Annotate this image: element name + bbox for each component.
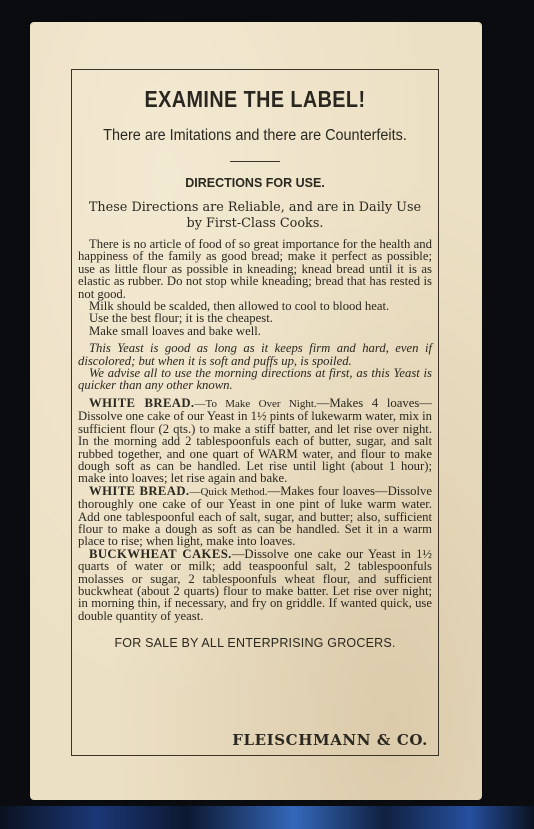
card-title: EXAMINE THE LABEL! <box>144 86 366 112</box>
directions-body <box>78 238 432 622</box>
intro-paragraph: There is no article of food of so great importance for the health and happiness of the family as good bread; make it perfect as possible; use as little flour as possible in kneading; knead bread until it is as elastic as rubber. Do not stop while kneading; bread that has rested is not good. <box>78 237 432 301</box>
yeast-directions-card <box>30 22 482 800</box>
recipe-white-bread-overnight <box>78 397 432 485</box>
recipe-white-bread-quick <box>78 485 432 548</box>
recipe-heading: BUCKWHEAT CAKES. <box>89 546 232 561</box>
directions-heading: DIRECTIONS FOR USE. <box>185 176 325 190</box>
advice-paragraph: We advise all to use the morning directions at first, as this Yeast is quicker than any other known. <box>78 366 432 393</box>
card-subtitle: There are Imitations and there are Counterfeits. <box>103 127 407 144</box>
flour-paragraph: Use the best flour; it is the cheapest. <box>89 311 273 326</box>
recipe-method: —Quick Method. <box>189 485 268 498</box>
divider-rule <box>230 161 280 162</box>
milk-paragraph: Milk should be scalded, then allowed to cool to blood heat. <box>89 299 390 314</box>
recipe-text: —Makes 4 loaves—Dissolve one cake of our Yeast in 1½ pints of lukewarm water, mix in sufficient flour (2 qts.) to make a stiff batter, and let rise over night. In the morning add 2 tablespoonfuls each of butter, sugar, and salt rubbed together, and one quart of WARM water, and flour to make dough soft as can be handled. Let rise until light (about 1 hour); make into loaves; let rise again and bake. <box>78 395 432 486</box>
card-border-frame <box>71 69 439 756</box>
reliable-statement: These Directions are Reliable, and are in Daily Use by First-Class Cooks. <box>88 200 422 231</box>
recipe-text: —Makes four loaves—Dissolve thoroughly one cake of our Yeast in one pint of luke warm water. Add one tablespoonful each of salt, sugar, and butter; also, sufficient flour to make a dough as soft as can be handled. Set it in a warm place to rise; when light, make into loaves. <box>78 483 432 549</box>
loaves-paragraph: Make small loaves and bake well. <box>89 323 261 338</box>
recipe-heading: WHITE BREAD. <box>89 483 190 498</box>
recipe-text: —Dissolve one cake our Yeast in 1½ quarts of water or milk; add teaspoonful salt, 2 tablespoonfuls molasses or sugar, 2 tablespoonfuls wheat flour, and sufficient buckwheat (about 2 quarts) flour to make batter. Let rise over night; in morning thin, if necessary, and fry on griddle. If wanted quick, use double quantity of yeast. <box>78 546 432 623</box>
for-sale-line: FOR SALE BY ALL ENTERPRISING GROCERS. <box>114 636 396 651</box>
recipe-buckwheat-cakes <box>78 548 432 622</box>
scanner-edge-strip <box>0 806 534 829</box>
recipe-heading: WHITE BREAD. <box>89 395 195 410</box>
company-name: FLEISCHMANN & CO. <box>232 731 428 749</box>
recipe-method: —To Make Over Night. <box>194 397 317 410</box>
yeast-quality-paragraph: This Yeast is good as long as it keeps firm and hard, even if discolored; but when it is soft and puffs up, is spoiled. <box>78 341 432 368</box>
